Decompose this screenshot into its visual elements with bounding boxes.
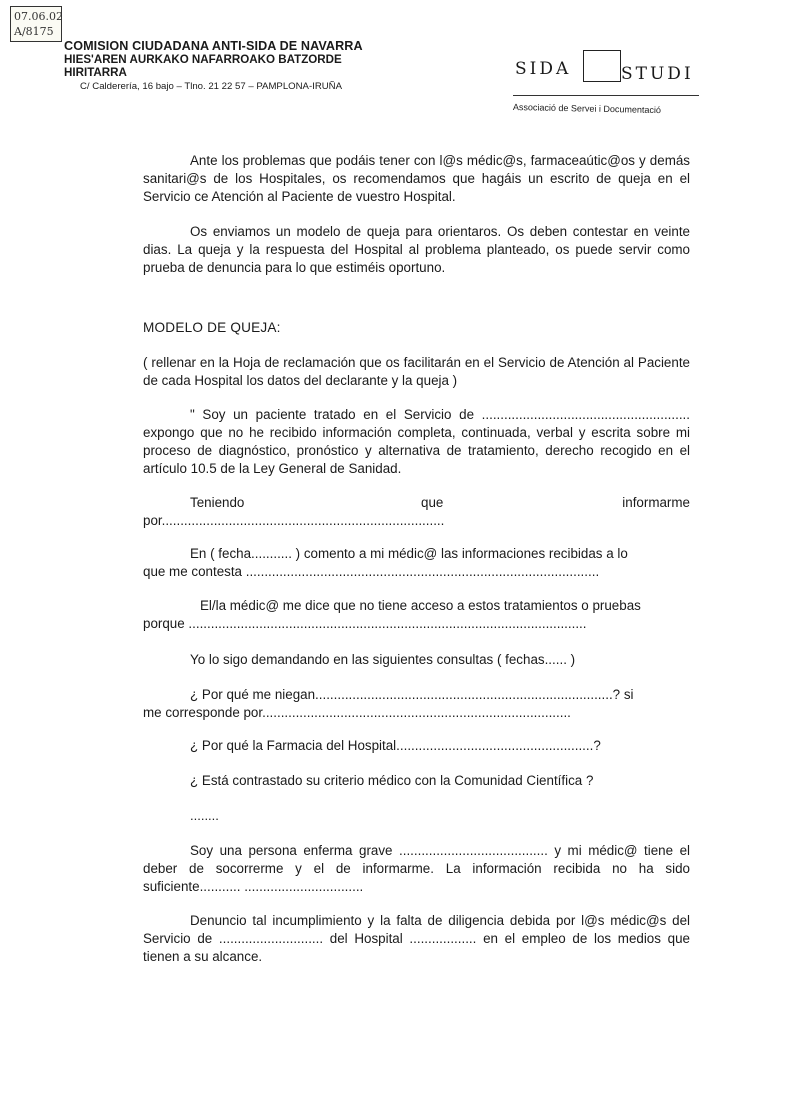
para3-line-1: En ( fecha........... ) comento a mi médic@ las informaciones recibidas a lo bbox=[190, 546, 628, 561]
para6-line-1: ¿ Por qué me niegan................................................................................? si bbox=[190, 687, 634, 702]
ellipsis-placeholder: ........ bbox=[190, 808, 219, 823]
complaint-paragraph-8: ¿ Está contrastado su criterio médico con la Comunidad Científica ? bbox=[190, 773, 594, 788]
complaint-paragraph-1: " Soy un paciente tratado en el Servicio de ........................................................ expongo que no he recibido información completa, continuada, verbal y escrita sobre mi proceso de diagnóstico, pronóstico y alternativa de tratamiento, derecho recogido en el artículo 10.5 de la Ley General de Sanidad. bbox=[143, 407, 690, 476]
intro-paragraph-2: Os enviamos un modelo de queja para orientaros. Os deben contestar en veinte dias. La queja y la respuesta del Hospital al problema planteado, os puede servir como prueba de denuncia para lo que estiméis oportuno. bbox=[143, 224, 690, 275]
para4-line-2: porque ........................................................................................................... bbox=[143, 616, 587, 631]
logo-rule bbox=[513, 95, 699, 96]
complaint-paragraph-11: Denuncio tal incumplimiento y la falta de diligencia debida por l@s médic@s del Servicio de ............................ del Hospital .................. en el empleo de los medios que tienen a su alcance. bbox=[143, 913, 690, 964]
para2-word-1: Teniendo bbox=[190, 495, 245, 510]
model-instructions: ( rellenar en la Hoja de reclamación que os facilitarán en el Servicio de Atención al Paciente de cada Hospital los datos del declarante y la queja ) bbox=[143, 355, 690, 388]
para4-line-1: El/la médic@ me dice que no tiene acceso a estos tratamientos o pruebas bbox=[200, 598, 641, 613]
logo-word-right: STUDI bbox=[621, 64, 694, 84]
para6-line-2: me corresponde por................................................................................... bbox=[143, 705, 571, 720]
complaint-paragraph-10: Soy una persona enferma grave ........................................ y mi médic@ tiene el deber de socorrerme y el de informarme. La información recibida no ha sido suficiente........... ................................ bbox=[143, 843, 690, 894]
complaint-paragraph-2 bbox=[143, 494, 690, 530]
logo-subtitle: Associació de Servei i Documentació bbox=[512, 102, 662, 116]
model-heading: MODELO DE QUEJA: bbox=[143, 320, 281, 335]
org-address: C/ Calderería, 16 bajo – Tlno. 21 22 57 – PAMPLONA-IRUÑA bbox=[80, 81, 343, 92]
logo-box bbox=[583, 50, 621, 82]
org-name-basque: HIES'AREN AURKAKO NAFARROAKO BATZORDE HIRITARRA bbox=[64, 53, 342, 79]
para2-line-2: por............................................................................ bbox=[143, 513, 445, 528]
organization-header bbox=[64, 40, 394, 95]
para2-word-2: que bbox=[421, 495, 444, 510]
stamp-date: 07.06.02 bbox=[14, 10, 63, 23]
complaint-paragraph-7: ¿ Por qué la Farmacia del Hospital.....................................................? bbox=[190, 738, 601, 753]
sida-studi-logo bbox=[513, 50, 703, 120]
para2-word-3: informarme bbox=[622, 495, 690, 510]
complaint-paragraph-5: Yo lo sigo demandando en las siguientes consultas ( fechas...... ) bbox=[190, 652, 576, 667]
complaint-paragraph-3 bbox=[143, 545, 690, 581]
complaint-paragraph-6 bbox=[143, 686, 690, 722]
stamp-reference: A/8175 bbox=[14, 25, 54, 38]
para3-line-2: que me contesta ............................................................................................... bbox=[143, 564, 600, 579]
complaint-paragraph-4 bbox=[143, 597, 690, 633]
org-name: COMISION CIUDADANA ANTI-SIDA DE NAVARRA bbox=[64, 39, 363, 53]
intro-paragraph-1: Ante los problemas que podáis tener con l@s médic@s, farmaceaútic@os y demás sanitari@s de los Hospitales, os recomendamos que hagáis un escrito de queja en el Servicio ce Atención al Paciente de vuestro Hospital. bbox=[143, 153, 690, 204]
logo-word-left: SIDA bbox=[515, 59, 572, 79]
archive-stamp bbox=[10, 6, 62, 42]
